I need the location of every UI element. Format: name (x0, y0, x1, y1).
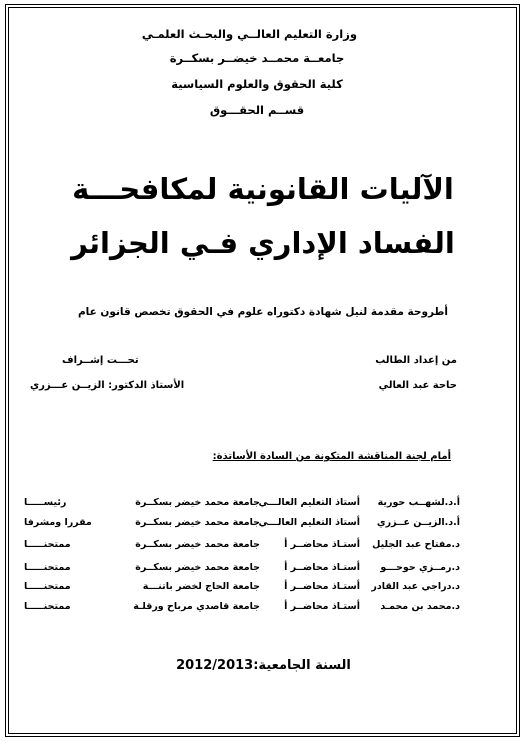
member-rank: أستـاذ محاضــر أ (284, 539, 360, 550)
academic-year: السنة الجامعية:2012/2013 (176, 658, 351, 673)
member-rank: أستـاذ محاضــر أ (284, 562, 360, 573)
committee-row (24, 497, 460, 511)
member-rank: أستاذ التعليم العالـــي (258, 497, 360, 508)
member-name: د.مفتاح عبد الجليل (372, 539, 460, 550)
committee-row (24, 581, 460, 595)
member-university: جامعة محمد خيضر بسكــرة (135, 517, 260, 528)
member-role: ممتحنـــــا (24, 562, 71, 573)
member-rank: أستـاذ محاضــر أ (284, 581, 360, 592)
ministry-name: وزارة التعليم العالــي والبحـث العلمـي (141, 27, 357, 41)
member-role: رئيســـــا (24, 497, 67, 508)
committee-row (24, 601, 460, 615)
member-university: جامعة قاصدي مرباح ورقلـة (133, 601, 260, 612)
member-name: د.رمــزي حوحـــو (380, 562, 460, 573)
member-name: أ.د.الزيــن عــزري (376, 517, 460, 528)
committee-row (24, 562, 460, 576)
faculty-name: كلية الحقوق والعلوم السياسية (171, 77, 343, 91)
member-role: ممتحنـــــا (24, 539, 71, 550)
thesis-title-line-1: الآليات القانونية لمكافحـــة (72, 172, 454, 206)
member-rank: أستاذ التعليم العالـــي (258, 517, 360, 528)
university-name: جامعــة محمــد خيضــر بسكــرة (169, 51, 345, 65)
student-label: من إعداد الطالب (375, 355, 457, 366)
member-university: جامعة محمد خيضر بسكــرة (135, 562, 260, 573)
member-role: ممتحنـــــا (24, 601, 71, 612)
committee-heading: أمام لجنة المناقشة المتكونة من السادة الأساتذة: (212, 451, 451, 462)
member-university: جامعة الحاج لخضر باتنـــة (142, 581, 260, 592)
committee-row (24, 539, 460, 553)
member-role: ممتحنـــــا (24, 581, 71, 592)
member-university: جامعة محمد خيضر بسكــرة (135, 497, 260, 508)
member-university: جامعة محمد خيضر بسكــرة (135, 539, 260, 550)
student-name: حاحة عبد العالي (378, 380, 457, 391)
department-name: قســم الحقـــوق (209, 103, 305, 117)
member-rank: أستـاذ محاضــر أ (284, 601, 360, 612)
thesis-title-line-2: الفساد الإداري فـي الجزائر (71, 226, 455, 260)
supervisor-label: تحـــت إشــراف (62, 355, 139, 366)
member-role: مقررا ومشرفا (24, 517, 92, 528)
supervisor-name: الأستاذ الدكتور: الزيــن عـــزري (30, 380, 185, 391)
thesis-subtitle: أطروحة مقدمة لنيل شهادة دكتوراه علوم في الحقوق تخصص قانون عام (77, 306, 449, 318)
member-name: د.دراجي عبد القادر (371, 581, 460, 592)
member-name: أ.د.لشهــب حورية (377, 497, 460, 508)
member-name: د.محمد بن محمـد (380, 601, 460, 612)
committee-row (24, 517, 460, 531)
